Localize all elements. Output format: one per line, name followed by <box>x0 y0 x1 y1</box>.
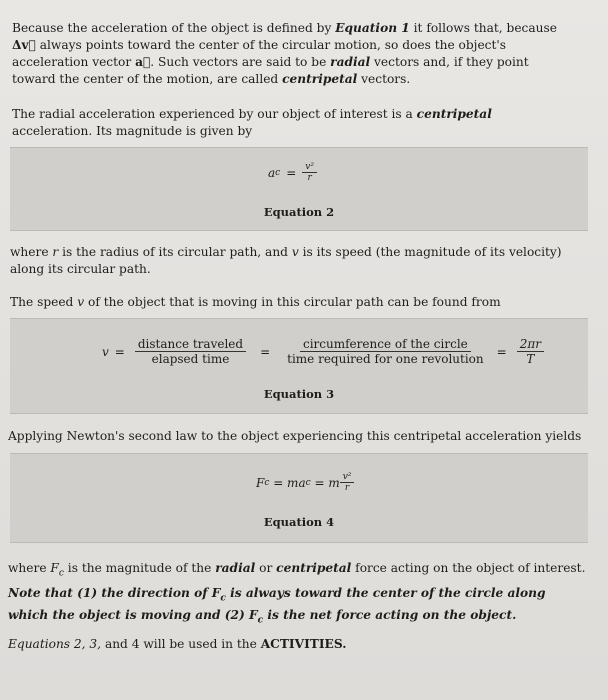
text: v² <box>340 472 355 483</box>
term-centripetal: centripetal <box>416 107 492 121</box>
text: is always toward the center of the circle along which the object is moving and (2) F <box>8 586 546 623</box>
text: distance traveled <box>135 337 246 352</box>
text: is its speed (the magnitude of its velocity) along its circular path. <box>10 245 562 276</box>
text: is the radius of its circular path, and <box>58 245 292 259</box>
text: r <box>344 483 350 493</box>
acceleration-vector-symbol: a⃗ <box>135 55 151 69</box>
text: T <box>526 352 535 366</box>
fraction-distance-time <box>135 337 246 366</box>
paragraph-note <box>8 585 588 630</box>
text: always points toward the center of the circular motion, so does the object's acceleration vector <box>12 38 506 69</box>
text: c <box>220 593 226 604</box>
equation-4-label: Equation 4 <box>263 515 335 529</box>
text: v² <box>302 162 317 173</box>
fraction-2pir-T <box>517 337 544 366</box>
text: c <box>305 477 311 488</box>
text: = ma <box>269 475 306 490</box>
text: acceleration. Its magnitude is given by <box>12 124 253 138</box>
paragraph-acceleration-definition <box>12 20 567 88</box>
text: elapsed time <box>151 352 230 366</box>
text: a <box>268 165 276 180</box>
equation-2 <box>268 162 317 183</box>
equation-4-box <box>10 453 588 543</box>
equation-3 <box>102 337 544 366</box>
text: radial <box>215 561 256 575</box>
text: The speed <box>10 295 78 309</box>
text: r <box>307 173 312 183</box>
paragraph-centripetal-force <box>8 560 588 582</box>
paragraph-speed <box>10 294 570 311</box>
fraction-circumference-period <box>284 337 486 366</box>
paragraph-radial-acceleration <box>12 106 567 140</box>
equation-reference: Equation 1 <box>335 21 410 35</box>
paragraph-newtons-second-law: Applying Newton's second law to the object experiencing this centripetal acceleration yields <box>8 429 582 443</box>
text: is the net force acting on the object. <box>263 608 517 623</box>
text: Note that (1) the direction of F <box>8 586 221 600</box>
text: v <box>291 245 299 259</box>
term-radial: radial <box>330 55 371 69</box>
paragraph-activities <box>8 636 588 653</box>
text: or <box>255 561 277 575</box>
fraction <box>340 472 355 493</box>
text: 4 will be used in the <box>127 637 261 651</box>
text: c <box>257 615 264 626</box>
delta-v-symbol: Δv⃗ <box>12 38 36 52</box>
equation-2-box <box>10 147 588 231</box>
text: Because the acceleration of the object is defined by <box>12 21 336 35</box>
text: v <box>102 344 109 359</box>
text: F <box>50 561 59 575</box>
text: F <box>256 475 265 490</box>
equation-2-label: Equation 2 <box>263 205 335 219</box>
paragraph-radius-speed <box>10 244 570 278</box>
text: c <box>58 568 64 579</box>
text: = <box>114 344 125 359</box>
text: = m <box>310 475 340 490</box>
text: force acting on the object of interest. <box>351 561 586 575</box>
text: 2πr <box>517 337 544 352</box>
text: and <box>104 637 128 651</box>
term-centripetal: centripetal <box>282 72 358 86</box>
text: = <box>286 165 297 180</box>
fraction <box>302 162 317 183</box>
text: ACTIVITIES. <box>260 637 347 651</box>
text: . Such vectors are said to be <box>150 55 331 69</box>
equation-3-label: Equation 3 <box>263 387 335 401</box>
text: c <box>275 167 281 178</box>
text: v <box>77 295 85 309</box>
equation-3-box <box>10 318 588 414</box>
text: circumference of the circle <box>300 337 471 352</box>
text: vectors and, if they point toward the center of the motion, are called <box>12 55 529 86</box>
equation-4 <box>256 472 354 493</box>
text: vectors. <box>357 72 411 86</box>
text: where <box>10 245 53 259</box>
text: = <box>496 344 507 359</box>
text: = <box>260 344 271 359</box>
text: time required for one revolution <box>287 352 484 366</box>
text: it follows that, because <box>409 21 557 35</box>
text: r <box>52 245 59 259</box>
text: is the magnitude of the <box>63 561 216 575</box>
text: Equations 2, 3, <box>8 637 105 651</box>
text: c <box>264 477 270 488</box>
text: centripetal <box>276 561 352 575</box>
text: where <box>8 561 51 575</box>
text: of the object that is moving in this circular path can be found from <box>84 295 501 309</box>
text: The radial acceleration experienced by our object of interest is a <box>12 107 417 121</box>
